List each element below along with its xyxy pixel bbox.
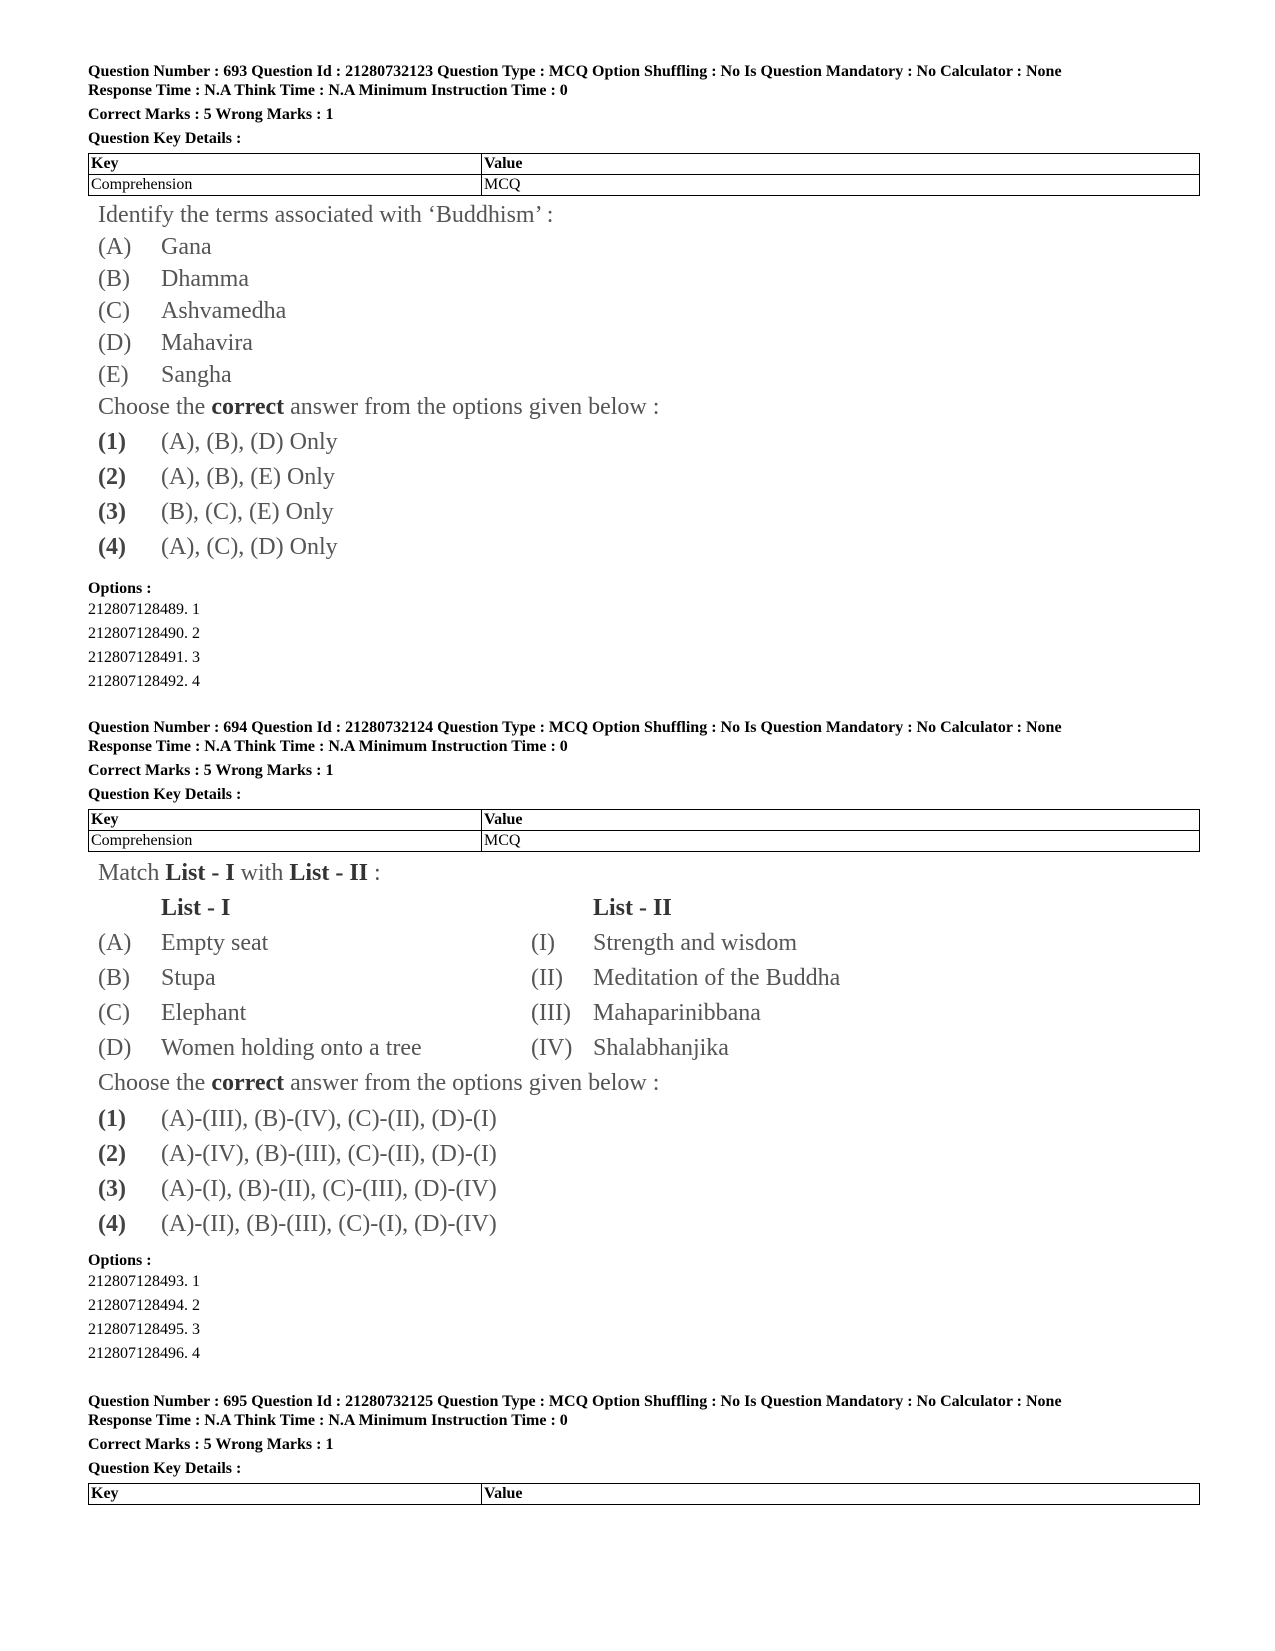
question-image (88, 856, 1200, 1248)
option-item: 212807128496. 4 (88, 1345, 200, 1362)
question-meta-line2: Response Time : N.A Think Time : N.A Minimum Instruction Time : 0 (88, 738, 568, 755)
list2-label: (II) (531, 965, 563, 991)
option-item: 212807128493. 1 (88, 1273, 200, 1290)
answer-text: (A)-(I), (B)-(II), (C)-(III), (D)-(IV) (161, 1176, 497, 1202)
item-label: (C) (98, 298, 130, 324)
question-meta-line2: Response Time : N.A Think Time : N.A Minimum Instruction Time : 0 (88, 1412, 568, 1429)
list2-text: Shalabhanjika (593, 1035, 729, 1061)
stem-pre: Match (98, 860, 166, 886)
list2-label: (III) (531, 1000, 571, 1026)
option-item: 212807128489. 1 (88, 601, 200, 618)
list1-text: Elephant (161, 1000, 247, 1026)
question-693 (88, 62, 1200, 694)
question-694 (88, 718, 1200, 1366)
choose-pre: Choose the (98, 1070, 212, 1096)
question-meta-line2: Response Time : N.A Think Time : N.A Minimum Instruction Time : 0 (88, 82, 568, 99)
choose-pre: Choose the (98, 394, 212, 420)
list1-label: (D) (98, 1035, 132, 1061)
key-header: Key (89, 1484, 482, 1505)
item-label: (B) (98, 266, 130, 292)
value-header: Value (482, 810, 1200, 831)
key-details-row (89, 175, 1200, 196)
answer-label: (4) (98, 534, 126, 560)
value-cell: MCQ (482, 831, 1200, 852)
option-item: 212807128490. 2 (88, 625, 200, 642)
question-695 (88, 1392, 1200, 1505)
key-details-header-row (89, 154, 1200, 175)
key-details-table (88, 1483, 1200, 1505)
choose-instruction (98, 394, 659, 421)
list1-text: Empty seat (161, 930, 269, 956)
item-label: (E) (98, 362, 129, 388)
item-text: Ashvamedha (161, 298, 287, 324)
item-text: Gana (161, 234, 212, 260)
answer-label: (1) (98, 429, 126, 455)
answer-text: (B), (C), (E) Only (161, 499, 334, 525)
answer-label: (3) (98, 499, 126, 525)
list1-header: List - I (161, 895, 231, 921)
key-details-table (88, 809, 1200, 852)
list1-text: Stupa (161, 965, 216, 991)
stem-list1: List - I (165, 860, 235, 886)
choose-bold: correct (211, 394, 285, 420)
question-meta-line1: Question Number : 695 Question Id : 21280732125 Question Type : MCQ Option Shuffling : No Is Question Mandatory : No Calculator : None (88, 1393, 1062, 1410)
key-details-header-row (89, 1484, 1200, 1505)
answer-text: (A), (B), (E) Only (161, 464, 335, 490)
stem-mid: with (234, 860, 290, 886)
list1-label: (B) (98, 965, 130, 991)
list2-text: Strength and wisdom (593, 930, 797, 956)
choose-post: answer from the options given below : (284, 1070, 660, 1096)
question-meta-line1: Question Number : 694 Question Id : 21280732124 Question Type : MCQ Option Shuffling : No Is Question Mandatory : No Calculator : None (88, 719, 1062, 736)
answer-label: (2) (98, 1141, 126, 1167)
stem-post: : (368, 860, 381, 886)
question-stem: Identify the terms associated with ‘Buddhism’ : (98, 202, 554, 228)
question-meta-line1: Question Number : 693 Question Id : 21280732123 Question Type : MCQ Option Shuffling : No Is Question Mandatory : No Calculator : None (88, 63, 1062, 80)
answer-label: (3) (98, 1176, 126, 1202)
key-cell: Comprehension (89, 175, 482, 196)
question-meta (88, 62, 1200, 148)
answer-text: (A)-(II), (B)-(III), (C)-(I), (D)-(IV) (161, 1211, 497, 1237)
option-item: 212807128495. 3 (88, 1321, 200, 1338)
key-details-row (89, 831, 1200, 852)
key-header: Key (89, 810, 482, 831)
list1-text: Women holding onto a tree (161, 1035, 422, 1061)
options-label: Options : (88, 1252, 152, 1269)
list2-label: (IV) (531, 1035, 573, 1061)
item-label: (D) (98, 330, 132, 356)
answer-label: (4) (98, 1211, 126, 1237)
item-text: Dhamma (161, 266, 249, 292)
key-cell: Comprehension (89, 831, 482, 852)
key-header: Key (89, 154, 482, 175)
key-details-table (88, 153, 1200, 196)
value-cell: MCQ (482, 175, 1200, 196)
answer-text: (A)-(IV), (B)-(III), (C)-(II), (D)-(I) (161, 1141, 497, 1167)
question-key-details-label: Question Key Details : (88, 130, 242, 147)
answer-text: (A), (B), (D) Only (161, 429, 338, 455)
question-marks: Correct Marks : 5 Wrong Marks : 1 (88, 106, 334, 123)
question-key-details-label: Question Key Details : (88, 786, 242, 803)
item-label: (A) (98, 234, 132, 260)
list2-text: Mahaparinibbana (593, 1000, 761, 1026)
answer-text: (A), (C), (D) Only (161, 534, 338, 560)
answer-text: (A)-(III), (B)-(IV), (C)-(II), (D)-(I) (161, 1106, 497, 1132)
options-label: Options : (88, 580, 152, 597)
question-image (88, 200, 1200, 576)
question-marks: Correct Marks : 5 Wrong Marks : 1 (88, 762, 334, 779)
list2-text: Meditation of the Buddha (593, 965, 841, 991)
key-details-header-row (89, 810, 1200, 831)
list1-label: (C) (98, 1000, 130, 1026)
stem-list2: List - II (289, 860, 369, 886)
option-item: 212807128492. 4 (88, 673, 200, 690)
answer-label: (2) (98, 464, 126, 490)
question-meta (88, 1392, 1200, 1478)
answer-label: (1) (98, 1106, 126, 1132)
value-header: Value (482, 1484, 1200, 1505)
question-stem (98, 860, 381, 887)
value-header: Value (482, 154, 1200, 175)
question-key-details-label: Question Key Details : (88, 1460, 242, 1477)
question-meta (88, 718, 1200, 804)
item-text: Mahavira (161, 330, 253, 356)
list2-label: (I) (531, 930, 555, 956)
list1-label: (A) (98, 930, 132, 956)
choose-post: answer from the options given below : (284, 394, 660, 420)
option-item: 212807128494. 2 (88, 1297, 200, 1314)
question-marks: Correct Marks : 5 Wrong Marks : 1 (88, 1436, 334, 1453)
list2-header: List - II (593, 895, 672, 921)
choose-instruction (98, 1070, 659, 1097)
choose-bold: correct (211, 1070, 285, 1096)
item-text: Sangha (161, 362, 232, 388)
option-item: 212807128491. 3 (88, 649, 200, 666)
